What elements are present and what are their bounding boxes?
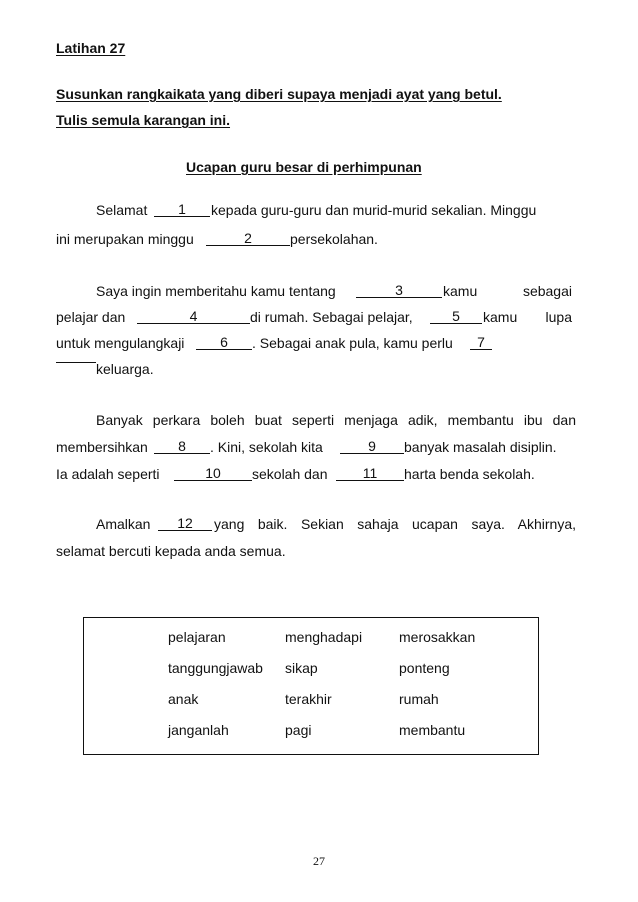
- word-bank-item: pelajaran: [168, 629, 226, 645]
- blank-4: 4: [137, 310, 250, 324]
- blank-9: 9: [340, 440, 404, 454]
- word-bank-item: merosakkan: [399, 629, 476, 645]
- blank-7-continued: [56, 362, 96, 363]
- word-bank-item: sikap: [285, 660, 318, 676]
- instruction-line-2: Tulis semula karangan ini.: [56, 112, 231, 128]
- blank-3: 3: [356, 284, 442, 298]
- blank-12: 12: [158, 517, 212, 531]
- blank-8: 8: [154, 440, 210, 454]
- page-number: 27: [313, 854, 325, 868]
- instruction-line-1: Susunkan rangkaikata yang diberi supaya menjadi ayat yang betul.: [56, 86, 502, 102]
- blank-11: 11: [336, 467, 404, 481]
- blank-1: 1: [154, 203, 210, 217]
- blank-5: 5: [430, 310, 482, 324]
- worksheet-page: Latihan 27 Susunkan rangkaikata yang diberi supaya menjadi ayat yang betul. Tulis semula karangan ini. Ucapan guru besar di perhimpunan Selamat 1 kepada guru-guru dan murid-murid sekalian. Minggu ini merupakan minggu 2 persekolahan. Saya ingin memberitahu kamu tentang 3 kamu sebagai pelajar dan 4 di rumah. Sebagai pelajar, 5 kamu lupa untuk mengulangkaji 6 . Sebagai anak pula, kamu perlu 7 keluarga. Banyak perkara boleh buat seperti menjaga adik, membantu ibu dan membersihkan 8 . Kini, sekolah kita 9 banyak masalah disiplin. Ia adalah seperti 10 sekolah dan 11 harta benda sekolah. Amalkan 12 yang baik. Sekian sahaja ucapan saya. Akhirnya, selamat bercuti kepada anda semua. pelajaran menghadapi merosakkan tanggungjawab sikap ponteng anak terakhir rumah janganlah pagi membantu 27: [0, 0, 638, 902]
- paragraph-3-line-1: Banyak perkara boleh buat seperti menjaga adik, membantu ibu dan: [96, 412, 576, 428]
- blank-7: 7: [470, 336, 492, 350]
- word-bank-box: [83, 617, 539, 755]
- word-bank-item: menghadapi: [285, 629, 363, 645]
- essay-title: Ucapan guru besar di perhimpunan: [186, 159, 422, 175]
- word-bank-item: rumah: [399, 691, 439, 707]
- word-bank-item: membantu: [399, 722, 466, 738]
- word-bank-item: ponteng: [399, 660, 450, 676]
- blank-2: 2: [206, 232, 290, 246]
- exercise-title: Latihan 27: [56, 40, 126, 56]
- word-bank-item: pagi: [285, 722, 312, 738]
- blank-10: 10: [174, 467, 252, 481]
- paragraph-4-line-2: selamat bercuti kepada anda semua.: [56, 543, 286, 559]
- word-bank-item: terakhir: [285, 691, 332, 707]
- word-bank-item: anak: [168, 691, 199, 707]
- blank-6: 6: [196, 336, 252, 350]
- word-bank-item: tanggungjawab: [168, 660, 263, 676]
- word-bank-item: janganlah: [168, 722, 229, 738]
